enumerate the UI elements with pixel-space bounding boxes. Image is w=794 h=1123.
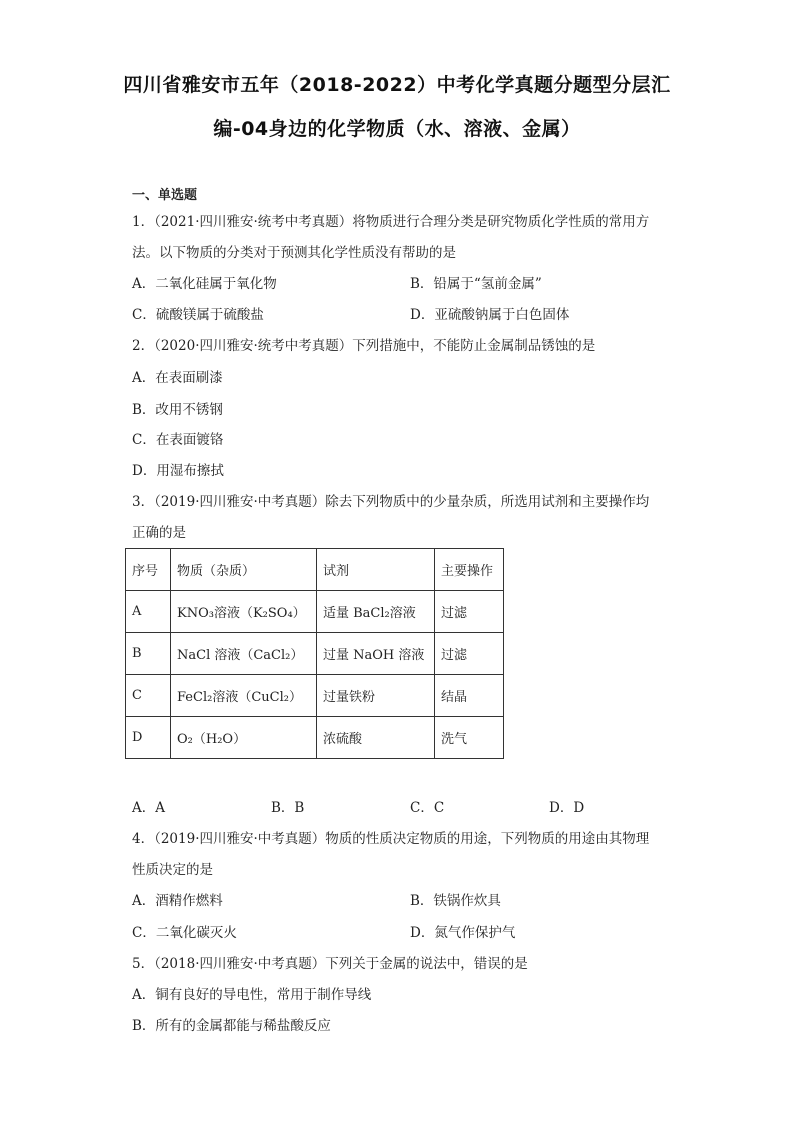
q1-option-b: B．铅属于“氢前金属” (410, 276, 542, 292)
section-heading: 一、单选题 (132, 188, 198, 203)
table-cell-id: D (126, 717, 171, 759)
q5-option-b: B．所有的金属都能与稀盐酸反应 (132, 1018, 331, 1034)
table-header-row (126, 549, 504, 591)
table-cell-reagent: 浓硫酸 (317, 717, 435, 759)
q2-option-d: D．用湿布擦拭 (132, 463, 224, 479)
q4-option-c: C．二氧化碳灭火 (132, 925, 237, 941)
q3-stem-line1: 3．（2019·四川雅安·中考真题）除去下列物质中的少量杂质，所选用试剂和主要操作均 (132, 494, 650, 510)
table-cell-substance: NaCl 溶液（CaCl₂） (171, 633, 317, 675)
q1-stem-line2: 法。以下物质的分类对于预测其化学性质没有帮助的是 (132, 245, 456, 261)
table-cell-reagent: 适量 BaCl₂溶液 (317, 591, 435, 633)
table-cell-id: C (126, 675, 171, 717)
table-cell-operation: 洗气 (435, 717, 504, 759)
q2-option-b: B．改用不锈钢 (132, 402, 223, 418)
q4-stem-line1: 4．（2019·四川雅安·中考真题）物质的性质决定物质的用途，下列物质的用途由其物理 (132, 831, 650, 847)
table-row (126, 717, 504, 759)
table-cell-id: A (126, 591, 171, 633)
q1-option-c: C．硫酸镁属于硫酸盐 (132, 307, 264, 323)
table-header-cell: 主要操作 (435, 549, 504, 591)
q4-stem-line2: 性质决定的是 (132, 862, 213, 878)
q3-option-b: B．B (271, 800, 305, 816)
q4-option-a: A．酒精作燃料 (132, 893, 223, 909)
q3-stem-line2: 正确的是 (132, 525, 186, 541)
table-cell-operation: 过滤 (435, 591, 504, 633)
table-header-cell: 序号 (126, 549, 171, 591)
table-header-cell: 物质（杂质） (171, 549, 317, 591)
table-cell-substance: O₂（H₂O） (171, 717, 317, 759)
q1-stem-line1: 1．（2021·四川雅安·统考中考真题）将物质进行合理分类是研究物质化学性质的常用方 (132, 214, 650, 230)
doc-title-line2: 编-04身边的化学物质（水、溶液、金属） (213, 118, 581, 140)
table-cell-id: B (126, 633, 171, 675)
q2-option-c: C．在表面镀铬 (132, 432, 224, 448)
table-row (126, 675, 504, 717)
table-header-cell: 试剂 (317, 549, 435, 591)
q3-option-a: A．A (132, 800, 165, 816)
q4-option-d: D．氮气作保护气 (410, 925, 516, 941)
q2-stem: 2．（2020·四川雅安·统考中考真题）下列措施中，不能防止金属制品锈蚀的是 (132, 338, 596, 354)
table-row (126, 633, 504, 675)
table-cell-reagent: 过量铁粉 (317, 675, 435, 717)
table-cell-substance: FeCl₂溶液（CuCl₂） (171, 675, 317, 717)
table-row (126, 591, 504, 633)
q1-option-d: D．亚硫酸钠属于白色固体 (410, 307, 570, 323)
q2-option-a: A．在表面刷漆 (132, 370, 223, 386)
q4-option-b: B．铁锅作炊具 (410, 893, 501, 909)
q3-table (125, 548, 504, 759)
q5-stem: 5．（2018·四川雅安·中考真题）下列关于金属的说法中，错误的是 (132, 956, 528, 972)
doc-title-line1: 四川省雅安市五年（2018-2022）中考化学真题分题型分层汇 (123, 74, 671, 96)
q5-option-a: A．铜有良好的导电性，常用于制作导线 (132, 987, 372, 1003)
table-cell-substance: KNO₃溶液（K₂SO₄） (171, 591, 317, 633)
q1-option-a: A．二氧化硅属于氧化物 (132, 276, 277, 292)
q3-option-c: C．C (410, 800, 445, 816)
table-cell-operation: 结晶 (435, 675, 504, 717)
table-cell-operation: 过滤 (435, 633, 504, 675)
table-cell-reagent: 过量 NaOH 溶液 (317, 633, 435, 675)
q3-option-d: D．D (549, 800, 585, 816)
